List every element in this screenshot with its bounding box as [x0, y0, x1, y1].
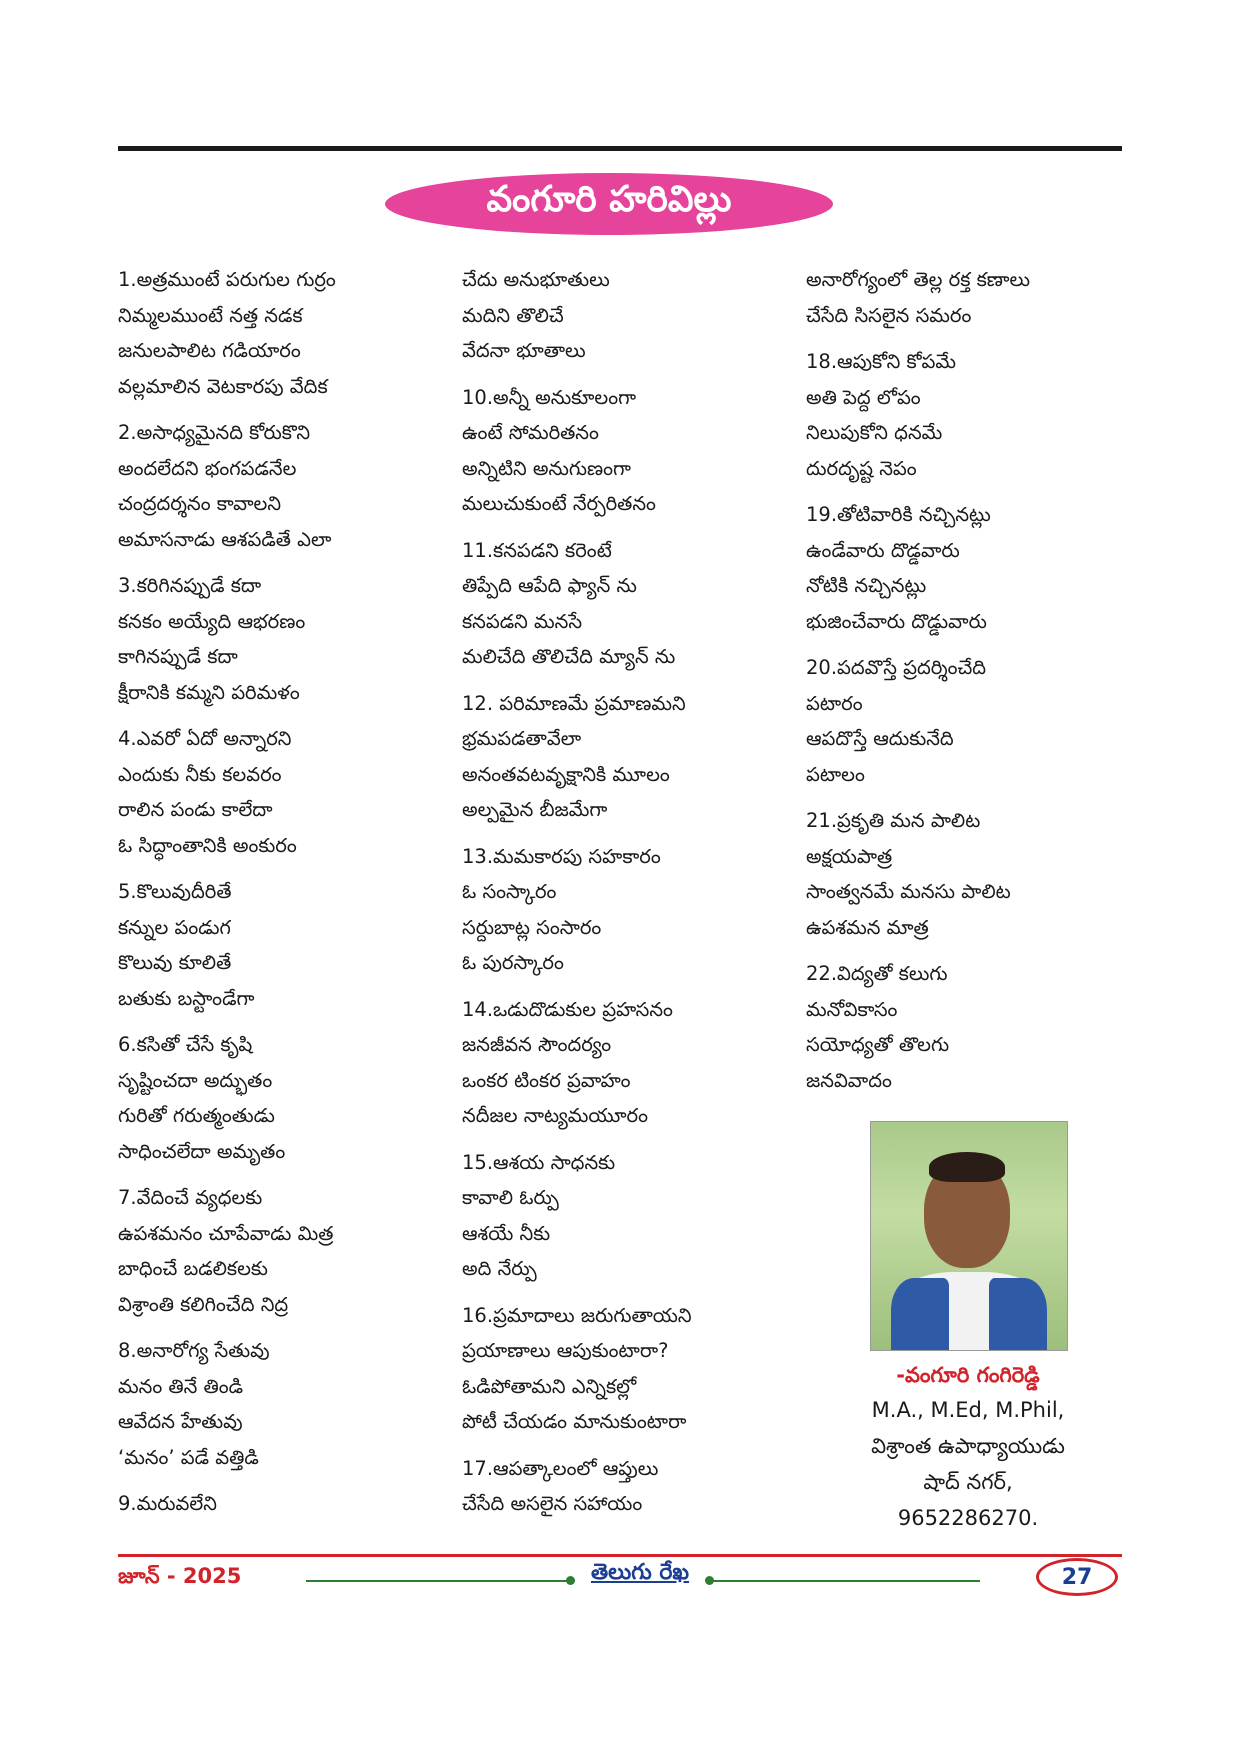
page-number: 27: [1061, 1564, 1093, 1590]
poem-line: 11.కనపడని కరెంటే: [462, 538, 612, 562]
poem-line: 7.వేదించే వ్యధలకు: [118, 1186, 263, 1209]
stanza: [118, 568, 453, 710]
poem-line: ఉపశమన మాత్ర: [806, 915, 929, 939]
poem-line: కన్నుల పండుగ: [118, 915, 231, 939]
footer-date: జూన్ - 2025: [118, 1564, 242, 1588]
poem-line: 18.ఆపుకోని కోపమే: [806, 350, 957, 373]
poem-line: జనులపాలిట గడియారం: [118, 339, 301, 362]
poem-line: అందలేదని భంగపడనేల: [118, 456, 297, 480]
poem-line: 10.అన్నీ అనుకూలంగా: [462, 385, 637, 409]
stanza: [118, 1333, 453, 1475]
stanza: [118, 1486, 453, 1522]
poem-line: మనోవికాసం: [806, 997, 898, 1021]
poem-line: ఉండేవారు దొడ్డవారు: [806, 538, 960, 562]
photo-vest-left: [891, 1278, 949, 1351]
stanza: [462, 686, 797, 828]
poem-line: అన్నిటిని అనుగుణంగా: [462, 456, 631, 480]
stanza: [462, 992, 797, 1134]
poem-line: పటారం: [806, 691, 863, 715]
poem-line: ఉపశమనం చూపేవాడు మిత్ర: [118, 1221, 334, 1245]
poem-line: ఉంటే సోమరితనం: [462, 421, 599, 444]
poem-line: ఆశయే నీకు: [462, 1221, 551, 1245]
poem-line: చేసేది సిసలైన సమరం: [806, 303, 972, 327]
poem-line: నిలుపుకోని ధనమే: [806, 421, 943, 444]
poem-line: 21.ప్రకృతి మన పాలిట: [806, 809, 981, 832]
stanza: [806, 650, 1141, 792]
stanza: [118, 415, 453, 557]
poem-line: నోటికి నచ్చినట్లు: [806, 574, 927, 597]
author-degrees: M.A., M.Ed, M.Phil,: [871, 1398, 1065, 1422]
poem-line: మదిని తొలిచే: [462, 303, 564, 327]
poem-line: జనజీవన సౌందర్యం: [462, 1033, 612, 1056]
stanza: [118, 262, 453, 404]
poem-line: 12. పరిమాణమే ప్రమాణమని: [462, 691, 686, 715]
footer-dot-left: [566, 1576, 575, 1585]
poem-line: 17.ఆపత్కాలంలో ఆప్తులు: [462, 1456, 659, 1480]
poem-line: క్షీరానికి కమ్మని పరిమళం: [118, 680, 300, 704]
poem-line: అల్పమైన బీజమేగా: [462, 798, 608, 821]
stanza: [806, 956, 1141, 1098]
photo-hair: [929, 1152, 1005, 1182]
author-block: [838, 1358, 1098, 1536]
author-place: షాద్ నగర్,: [923, 1470, 1013, 1494]
author-name: -వంగూరి గంగిరెడ్డి: [896, 1363, 1040, 1387]
author-photo: [870, 1121, 1068, 1351]
poem-line: కాగినప్పుడే కదా: [118, 645, 238, 668]
poem-line: కనకం అయ్యేది ఆభరణం: [118, 609, 306, 633]
poem-line: కావాలి ఓర్పు: [462, 1186, 559, 1209]
poem-line: నదీజల నాట్యమయూరం: [462, 1104, 648, 1127]
poem-line: 14.ఒడుదొడుకుల ప్రహసనం: [462, 997, 673, 1021]
poem-line: 1.అత్రముంటే పరుగుల గుర్రం: [118, 268, 336, 291]
stanza: [806, 497, 1141, 639]
author-phone: 9652286270.: [897, 1506, 1039, 1530]
stanza: [462, 1451, 797, 1522]
poem-line: భ్రమపడతావేలా: [462, 727, 582, 750]
poem-line: సృష్టించదా అద్భుతం: [118, 1068, 273, 1092]
poem-line: సయోధ్యతో తొలగు: [806, 1033, 950, 1056]
poem-line: మనం తినే తిండి: [118, 1374, 244, 1398]
stanza: [118, 1180, 453, 1322]
poem-line: తిప్పేది ఆపేది ఫ్యాన్ ను: [462, 574, 637, 597]
photo-vest-right: [989, 1278, 1047, 1351]
poem-line: 13.మమకారపు సహకారం: [462, 844, 661, 868]
poem-line: కనపడని మనసే: [462, 609, 583, 633]
poem-line: 9.మరువలేని: [118, 1492, 217, 1515]
poem-line: సాధించలేదా అమృతం: [118, 1139, 286, 1163]
footer-divider-right: [712, 1580, 980, 1582]
poem-line: ఓ సిద్ధాంతానికి అంకురం: [118, 833, 297, 857]
poem-line: 19.తోటివారికి నచ్చినట్లు: [806, 503, 991, 526]
poem-line: 3.కరిగినప్పుడే కదా: [118, 574, 262, 597]
poem-line: 2.అసాధ్యమైనది కోరుకొని: [118, 421, 311, 444]
poem-line: 6.కసితో చేసే కృషి: [118, 1033, 253, 1056]
stanza: [806, 344, 1141, 486]
poem-line: ఎందుకు నీకు కలవరం: [118, 762, 282, 786]
page-title: వంగూరి హరివిల్లు: [486, 179, 732, 220]
poem-line: చేదు అనుభూతులు: [462, 268, 610, 291]
poem-line: విశ్రాంతి కలిగించేది నిద్ర: [118, 1292, 289, 1316]
stanza: [462, 533, 797, 675]
poem-column-1: [118, 262, 453, 1533]
poem-line: ఆవేదన హేతువు: [118, 1410, 243, 1433]
stanza: [462, 1145, 797, 1287]
poem-line: 8.అనారోగ్య సేతువు: [118, 1339, 270, 1362]
poem-line: ఓ సంస్కారం: [462, 880, 557, 903]
poem-line: ప్రయాణాలు ఆపుకుంటారా?: [462, 1339, 669, 1362]
stanza: [806, 262, 1141, 333]
stanza: [806, 803, 1141, 945]
poem-line: వేదనా భూతాలు: [462, 339, 586, 362]
poem-line: ఓడిపోతామని ఎన్నికల్లో: [462, 1374, 637, 1398]
stanza: [118, 874, 453, 1016]
stanza: [462, 262, 797, 369]
poem-line: గురితో గరుత్మంతుడు: [118, 1104, 275, 1127]
poem-line: సర్దుబాట్ల సంసారం: [462, 915, 602, 939]
poem-line: పోటీ చేయడం మానుకుంటారా: [462, 1410, 687, 1433]
poem-line: అనారోగ్యంలో తెల్ల రక్త కణాలు: [806, 268, 1031, 291]
poem-line: 5.కొలువుదీరితే: [118, 880, 232, 903]
poem-column-2: [462, 262, 797, 1533]
stanza: [462, 380, 797, 522]
poem-line: బతుకు బస్టాండేగా: [118, 986, 255, 1010]
poem-line: 4.ఎవరో ఏదో అన్నారని: [118, 727, 292, 750]
poem-line: ‘మనం’ పడే వత్తిడి: [118, 1445, 259, 1469]
poem-line: అది నేర్పు: [462, 1257, 537, 1280]
author-role: విశ్రాంత ఉపాధ్యాయుడు: [871, 1434, 1065, 1458]
poem-line: 16.ప్రమాదాలు జరుగుతాయని: [462, 1303, 692, 1327]
stanza: [118, 1027, 453, 1169]
poem-line: చంద్రదర్శనం కావాలని: [118, 492, 282, 515]
poem-line: భుజించేవారు దొడ్డువారు: [806, 609, 987, 633]
page-number-badge: [1036, 1558, 1118, 1596]
poem-line: పటాలం: [806, 762, 865, 786]
poem-line: ఒంకర టింకర ప్రవాహం: [462, 1068, 631, 1092]
poem-line: వల్లమాలిన వెటకారపు వేదిక: [118, 374, 328, 398]
poem-line: చేసేది అసలైన సహాయం: [462, 1492, 643, 1515]
poem-line: సాంత్వనమే మనసు పాలిట: [806, 880, 1011, 903]
poem-line: నిమ్మలముంటే నత్త నడక: [118, 303, 303, 327]
poem-line: మలుచుకుంటే నేర్పరితనం: [462, 492, 656, 515]
poem-column-3: [806, 262, 1141, 1109]
poem-line: 15.ఆశయ సాధనకు: [462, 1150, 616, 1174]
poem-line: అతి పెద్ద లోపం: [806, 385, 921, 409]
poem-line: అనంతవటవృక్షానికి మూలం: [462, 762, 670, 786]
poem-line: బాధించే బడలికలకు: [118, 1257, 268, 1280]
poem-line: 22.విద్యతో కలుగు: [806, 962, 948, 985]
poem-line: మలిచేది తొలిచేది మ్యాన్ ను: [462, 645, 676, 668]
stanza: [462, 1298, 797, 1440]
stanza: [118, 721, 453, 863]
poem-line: ఆపదొస్తే ఆదుకునేది: [806, 727, 954, 750]
poem-line: రాలిన పండు కాలేదా: [118, 798, 273, 821]
footer-magazine-name: తెలుగు రేఖ: [590, 1560, 690, 1585]
title-banner: [385, 173, 833, 235]
stanza: [462, 839, 797, 981]
poem-line: కొలువు కూలితే: [118, 951, 232, 974]
top-rule: [118, 146, 1122, 151]
poem-line: జనవివాదం: [806, 1068, 892, 1092]
footer-divider-left: [306, 1580, 568, 1582]
poem-line: 20.పదవొస్తే ప్రదర్శించేది: [806, 656, 987, 679]
poem-line: అక్షయపాత్ర: [806, 844, 893, 868]
poem-line: దురదృష్ట నెపం: [806, 456, 917, 480]
bottom-rule: [118, 1554, 1122, 1557]
poem-line: అమాసనాడు ఆశపడితే ఎలా: [118, 527, 332, 551]
poem-line: ఓ పురస్కారం: [462, 951, 564, 974]
